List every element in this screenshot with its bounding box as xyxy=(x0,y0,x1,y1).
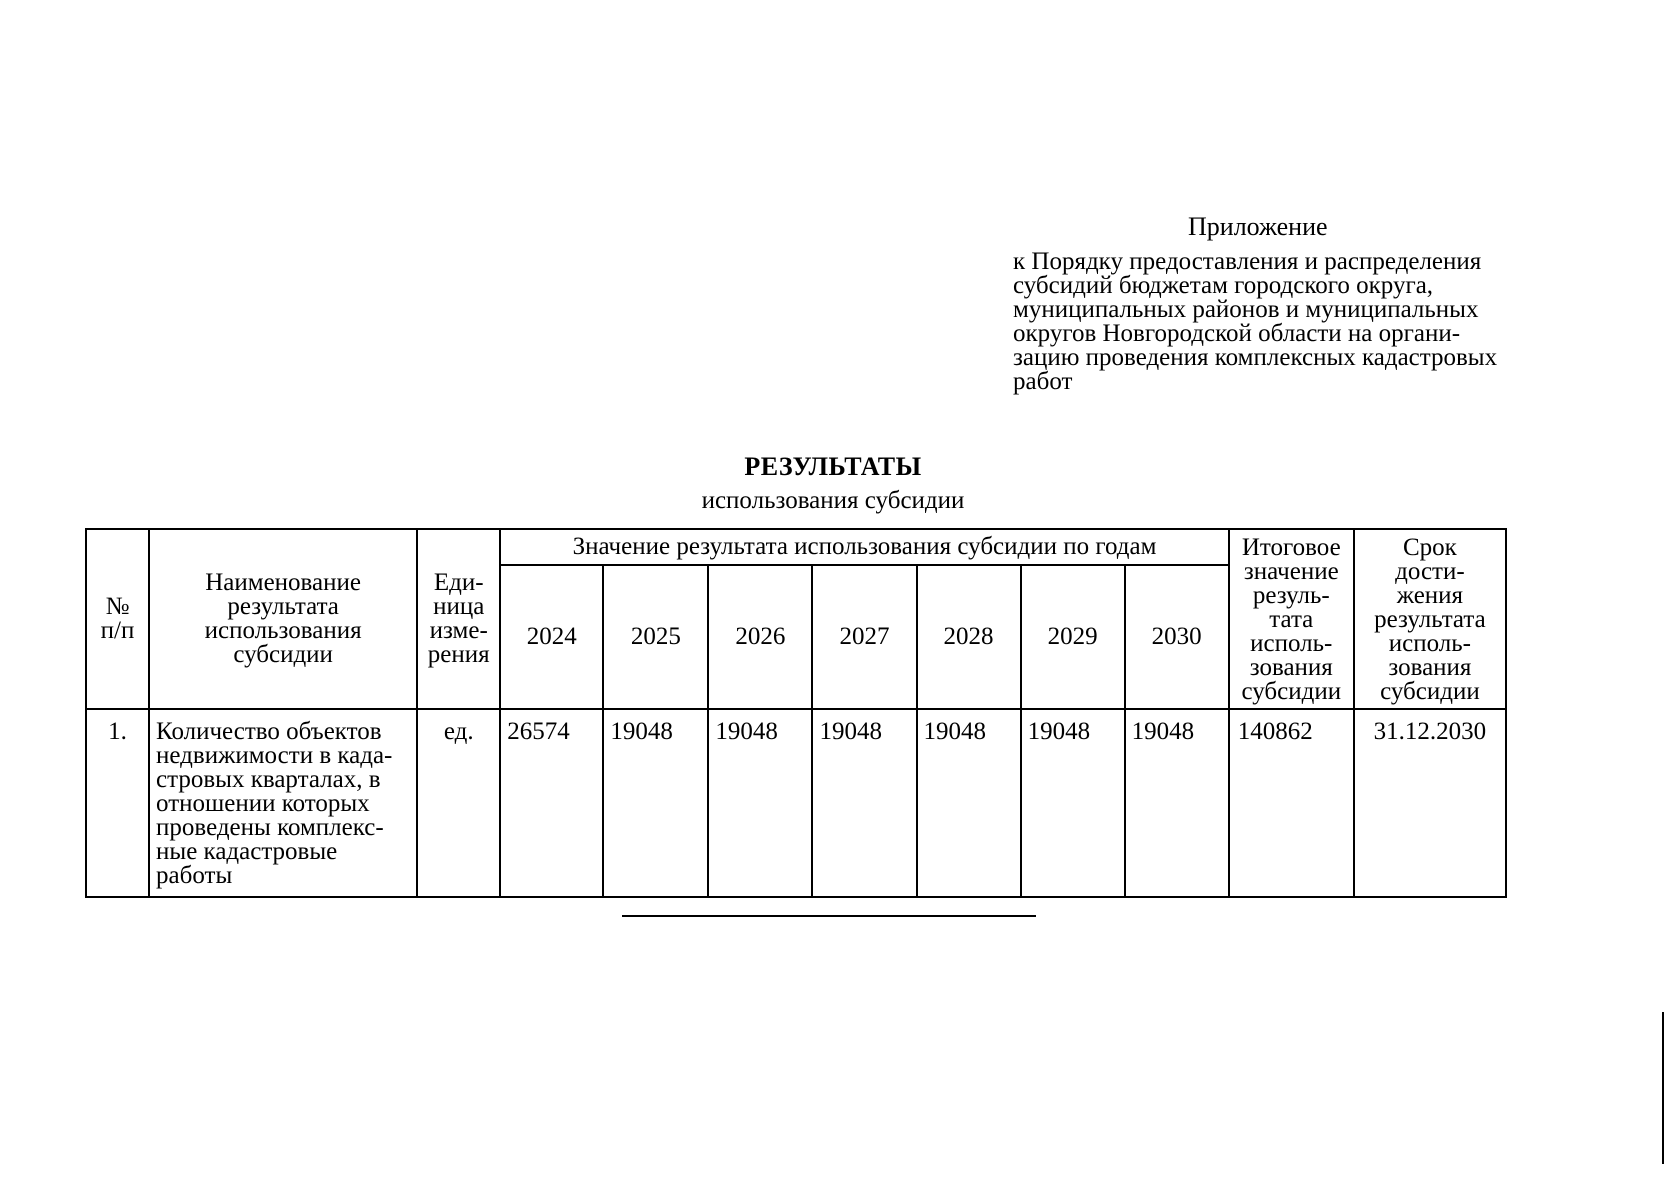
header-total-line: субсидии xyxy=(1241,678,1342,705)
header-number-line: п/п xyxy=(100,617,135,644)
header-unit-line: ница xyxy=(433,593,485,620)
cell-total: 140862 xyxy=(1229,709,1354,897)
document-subtitle: использования субсидии xyxy=(701,487,965,514)
header-unit-line: изме- xyxy=(429,617,488,644)
cell-unit: ед. xyxy=(417,709,500,897)
header-unit-line: рения xyxy=(427,641,490,668)
bottom-divider xyxy=(622,915,1036,917)
header-total xyxy=(1229,529,1354,709)
header-total-line: значение xyxy=(1243,558,1339,585)
header-year-2026: 2026 xyxy=(708,565,812,709)
header-year-2027: 2027 xyxy=(812,565,916,709)
header-total-line: Итоговое xyxy=(1241,534,1341,561)
header-name-line: использования xyxy=(204,617,362,644)
cell-value-2028: 19048 xyxy=(917,709,1021,897)
results-table xyxy=(85,528,1507,898)
cell-name-line: недвижимости в када- xyxy=(156,742,393,769)
cell-name-line: проведены комплекс- xyxy=(156,814,384,841)
header-year-2029: 2029 xyxy=(1021,565,1125,709)
annex-line: работ xyxy=(1013,368,1073,395)
annex-line: субсидий бюджетам городского округа, xyxy=(1013,272,1434,299)
header-deadline-line: субсидии xyxy=(1380,678,1480,705)
header-deadline-line: Срок xyxy=(1402,534,1457,561)
cell-name xyxy=(149,709,417,897)
header-name-line: субсидии xyxy=(233,641,333,668)
cell-value-2025: 19048 xyxy=(603,709,708,897)
header-deadline-line: зования xyxy=(1388,654,1472,681)
header-years-group: Значение результата использования субсидии по годам xyxy=(500,529,1228,565)
annex-line: к Порядку предоставления и распределения xyxy=(1013,248,1482,275)
cell-value-2027: 19048 xyxy=(812,709,916,897)
header-name-line: результата xyxy=(227,593,339,620)
header-total-line: зования xyxy=(1249,654,1333,681)
header-number xyxy=(86,529,149,709)
cell-name-line: работы xyxy=(156,862,233,889)
header-deadline-line: дости- xyxy=(1395,558,1465,585)
header-deadline xyxy=(1354,529,1506,709)
annex-line: округов Новгородской области на органи- xyxy=(1013,320,1461,347)
header-name xyxy=(149,529,417,709)
cell-value-2026: 19048 xyxy=(708,709,812,897)
header-deadline-line: результата xyxy=(1374,606,1486,633)
cell-value-2029: 19048 xyxy=(1021,709,1125,897)
annex-line: муниципальных районов и муниципальных xyxy=(1013,296,1479,323)
header-year-2028: 2028 xyxy=(917,565,1021,709)
header-year-2030: 2030 xyxy=(1125,565,1229,709)
header-year-2024: 2024 xyxy=(500,565,603,709)
header-deadline-line: исполь- xyxy=(1388,630,1472,657)
header-number-line: № xyxy=(105,593,130,620)
header-year-2025: 2025 xyxy=(603,565,708,709)
cell-deadline: 31.12.2030 xyxy=(1354,709,1506,897)
cell-name-line: ные кадастровые xyxy=(156,838,338,865)
header-unit xyxy=(417,529,500,709)
header-name-line: Наименование xyxy=(205,569,361,596)
header-unit-line: Еди- xyxy=(433,569,484,596)
table-row xyxy=(86,709,1506,897)
header-deadline-line: жения xyxy=(1396,582,1464,609)
header-total-line: тата xyxy=(1269,606,1314,633)
cell-number: 1. xyxy=(86,709,149,897)
scan-edge-mark xyxy=(1662,1012,1664,1164)
cell-name-line: отношении которых xyxy=(156,790,370,817)
cell-name-line: Количество объектов xyxy=(156,718,382,745)
annex-title: Приложение xyxy=(1188,212,1328,241)
cell-value-2024: 26574 xyxy=(500,709,603,897)
cell-name-line: стровых кварталах, в xyxy=(156,766,381,793)
cell-value-2030: 19048 xyxy=(1125,709,1229,897)
document-title: РЕЗУЛЬТАТЫ xyxy=(744,452,922,481)
header-total-line: резуль- xyxy=(1252,582,1330,609)
annex-line: зацию проведения комплексных кадастровых xyxy=(1013,344,1498,371)
annex-text xyxy=(1013,250,1533,394)
header-total-line: исполь- xyxy=(1250,630,1333,657)
